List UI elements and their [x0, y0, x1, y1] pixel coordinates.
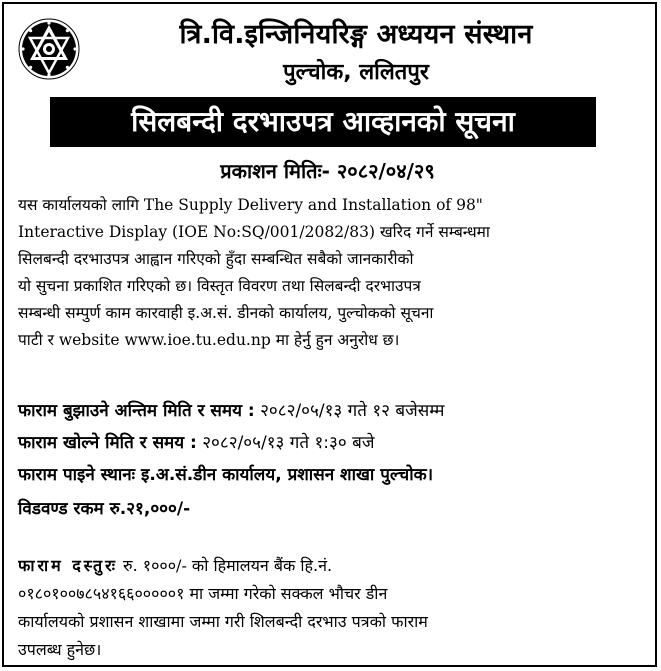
opening-date-label: फाराम खोल्ने मिति र समय :: [18, 433, 197, 453]
publication-date-label: प्रकाशन मितिः-: [220, 159, 330, 183]
submission-deadline-label: फाराम बुझाउने अन्तिम मिति र समय :: [18, 401, 255, 421]
form-fee-line: कार्यालयको प्रशासन शाखामा जम्मा गरी शिलबन्दी दरभाउ पत्रको फाराम: [18, 612, 428, 631]
form-location-text: फाराम पाइने स्थानः इ.अ.सं.डीन कार्यालय, प्रशासन शाखा पुल्चोक।: [18, 465, 434, 485]
bid-bond-text: विडवण्ड रकम रु.२१,०००/-: [18, 499, 191, 519]
form-fee: [18, 552, 642, 664]
notice-title-banner: सिलबन्दी दरभाउपत्र आव्हानको सूचना: [50, 97, 596, 147]
institute-name: त्रि.वि.इन्जिनियरिङ्ग अध्ययन संस्थान: [179, 19, 533, 50]
institute-address: पुल्चोक, ललितपुर: [283, 60, 429, 85]
submission-deadline-value: २०८२/०५/१३ गते १२ बजेसम्म: [260, 401, 445, 421]
body-line: यो सुचना प्रकाशित गरिएको छ। विस्तृत विवरण तथा सिलबन्दी दरभाउपत्र: [18, 277, 421, 295]
publication-date: [0, 157, 655, 184]
form-fee-line: ०१८०१००७८५४१६६०००००१ मा जम्मा गरेको सक्कल भौचर डीन: [18, 584, 388, 603]
submission-deadline: [18, 398, 648, 424]
form-fee-amount: रु. १०००/- को हिमालयन बैंक हि.नं.: [123, 556, 333, 575]
opening-date-value: २०८२/०५/१३ गते १:३० बजे: [202, 433, 375, 453]
form-fee-line: [18, 552, 642, 580]
form-fee-label: फाराम दस्तुरः: [18, 556, 118, 575]
body-line: यस कार्यालयको लागि The Supply Delivery and Installation of 98": [18, 196, 483, 214]
body-line: Interactive Display (IOE No:SQ/001/2082/83) खरिद गर्ने सम्बन्धमा: [18, 223, 490, 241]
tu-emblem-icon: [18, 18, 80, 80]
body-line: पाटी र website www.ioe.tu.edu.np मा हेर्नु हुन अनुरोध छ।: [18, 331, 400, 349]
body-line: सम्बन्धी सम्पुर्ण काम कारवाही इ.अ.सं. डीनको कार्यालय, पुल्चोकको सूचना: [18, 304, 434, 322]
bid-bond-amount: [18, 496, 648, 522]
opening-date: [18, 430, 648, 456]
publication-date-value: २०८२/०४/२९: [336, 159, 435, 183]
notice-body: [18, 192, 640, 354]
form-fee-line: उपलब्ध हुनेछ।: [18, 640, 102, 659]
body-line: सिलबन्दी दरभाउपत्र आह्वान गरिएको हुँदा सम्बन्धित सबैको जानकारीको: [18, 250, 414, 268]
form-location: [18, 462, 648, 488]
